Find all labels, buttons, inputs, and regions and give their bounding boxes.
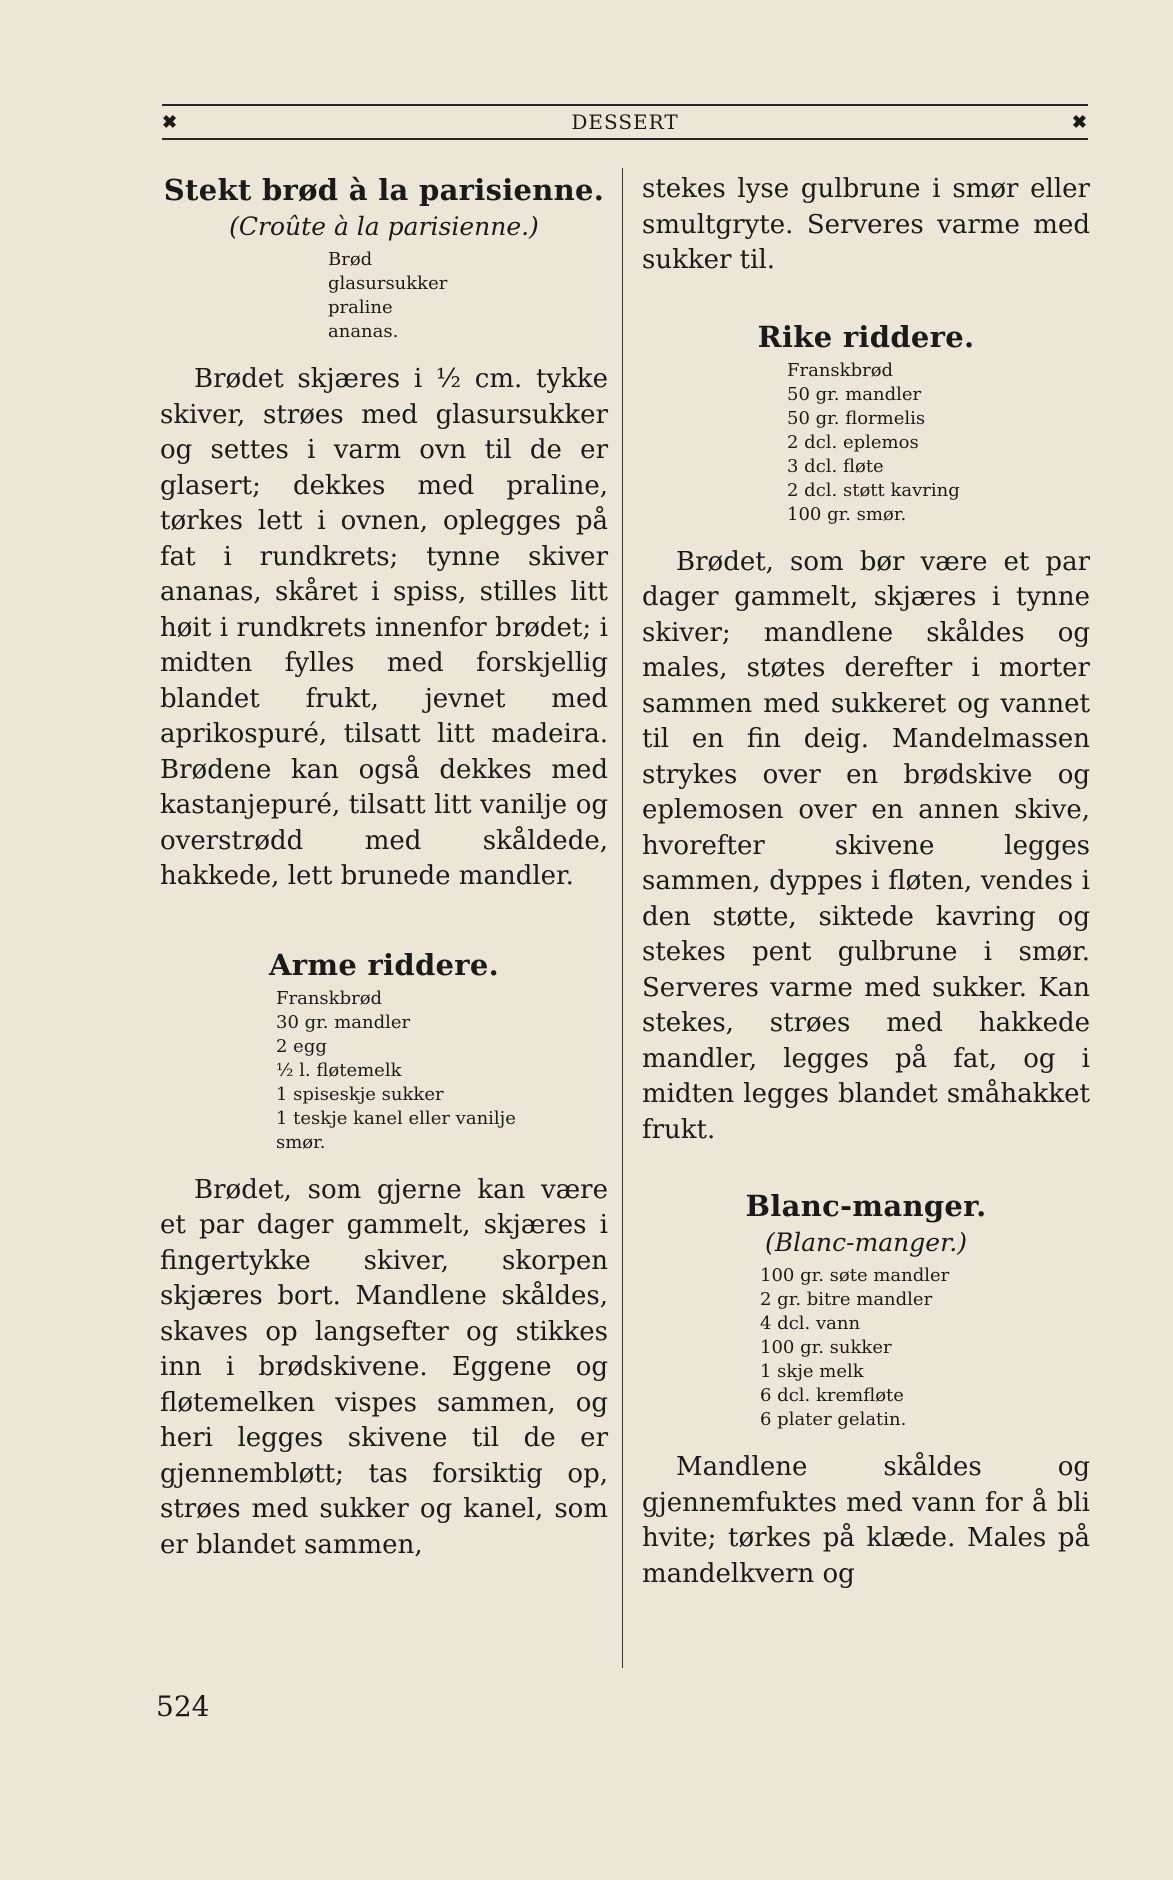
header-rule-bottom (162, 138, 1088, 140)
left-column (160, 172, 608, 1563)
continued-text: stekes lyse gulbrune i smør eller smultgryte. Serveres varme med sukker til. (642, 174, 1090, 275)
recipe-subtitle: (Blanc-manger.) (765, 1228, 967, 1257)
column-divider (622, 168, 623, 1668)
ingredient: 100 gr. søte mandler (760, 1265, 950, 1286)
ingredient: glasursukker (328, 273, 448, 294)
ingredient: 6 dcl. kremfløte (760, 1385, 904, 1406)
ingredient: 50 gr. flormelis (787, 407, 926, 429)
ingredient: 1 skje melk (760, 1361, 864, 1382)
recipe-title: Stekt brød à la parisienne. (163, 173, 605, 207)
page-number: 524 (156, 1690, 210, 1723)
ingredient: Franskbrød (787, 359, 894, 381)
header-rule-top (162, 104, 1088, 106)
recipe-title: Rike riddere. (757, 319, 975, 354)
right-column (642, 172, 1090, 1592)
ingredient-list (642, 1264, 1090, 1432)
ingredient-list (160, 987, 608, 1155)
recipe-title: Arme riddere. (268, 947, 500, 982)
ingredient: 1 spiseskje sukker (276, 1083, 444, 1105)
recipe-text: Brødet, som bør være et par dager gammelt, skjæres i tynne skiver; mandlene skåldes og males, støtes derefter i morter sammen med sukkeret og vannet til en fin deig. Mandelmassen strykes over en brødskive og eplemosen over en annen skive, hvorefter skivene legges sammen, dyppes i fløten, vendes i den støtte, siktede kavring og stekes pent gulbrune i smør. Serveres varme med sukker. Kan stekes, strøes med hakkede mandler, legges på fat, og i midten legges blandet småhakket frukt. (642, 546, 1090, 1145)
ingredient: 2 gr. bitre mandler (760, 1289, 933, 1310)
header-title: DESSERT (571, 110, 679, 134)
ingredient: 50 gr. mandler (787, 383, 922, 405)
ingredient-list (642, 359, 1090, 527)
recipe-text: Brødet skjæres i ½ cm. tykke skiver, strøes med glasursukker og settes i varm ovn til de er glasert; dekkes med praline, tørkes lett i ovnen, oplegges på fat i rundkrets; tynne skiver ananas, skåret i spiss, stilles litt høit i rundkrets innenfor brødet; i midten fylles med forskjellig blandet frukt, jevnet med aprikospuré, tilsatt litt madeira. Brødene kan også dekkes med kastanjepuré, tilsatt litt vanilje og overstrødd med skåldede, hakkede, lett brunede mandler. (160, 364, 608, 891)
ingredient: 100 gr. sukker (760, 1337, 892, 1358)
running-header (162, 108, 1088, 136)
left-ornament: ✖ (162, 111, 179, 133)
recipe-text: Brødet, som gjerne kan være et par dager gammelt, skjæres i fingertykke skiver, skorpen skjæres bort. Mandlene skåldes, skaves op langsefter og stikkes inn i brødskivene. Eggene og fløtemelken vispes sammen, og heri legges skivene til de er gjennembløtt; tas forsiktig op, strøes med sukker og kanel, som er blandet sammen, (160, 1174, 608, 1560)
ingredient: 2 dcl. eplemos (787, 431, 919, 453)
ingredient: 6 plater gelatin. (760, 1409, 907, 1430)
ingredient: 3 dcl. fløte (787, 455, 884, 477)
ingredient-list (160, 248, 608, 344)
ingredient: ananas. (328, 321, 399, 342)
ingredient: 100 gr. smør. (787, 503, 907, 525)
recipe-title: Blanc-manger. (745, 1189, 987, 1223)
ingredient: 1 teskje kanel eller vanilje (276, 1107, 516, 1129)
recipe-text: Mandlene skåldes og gjennemfuktes med vann for å bli hvite; tørkes på klæde. Males på mandelkvern og (642, 1452, 1090, 1589)
recipe-subtitle: (Croûte à la parisienne.) (229, 212, 539, 241)
ingredient: 4 dcl. vann (760, 1313, 861, 1334)
right-ornament: ✖ (1071, 111, 1088, 133)
ingredient: 2 dcl. støtt kavring (787, 479, 960, 501)
ingredient: ½ l. fløtemelk (276, 1059, 402, 1081)
ingredient: Franskbrød (276, 987, 383, 1009)
ingredient: smør. (276, 1131, 326, 1153)
ingredient: 2 egg (276, 1035, 327, 1057)
ingredient: praline (328, 297, 393, 318)
ingredient: Brød (328, 249, 373, 270)
ingredient: 30 gr. mandler (276, 1011, 411, 1033)
